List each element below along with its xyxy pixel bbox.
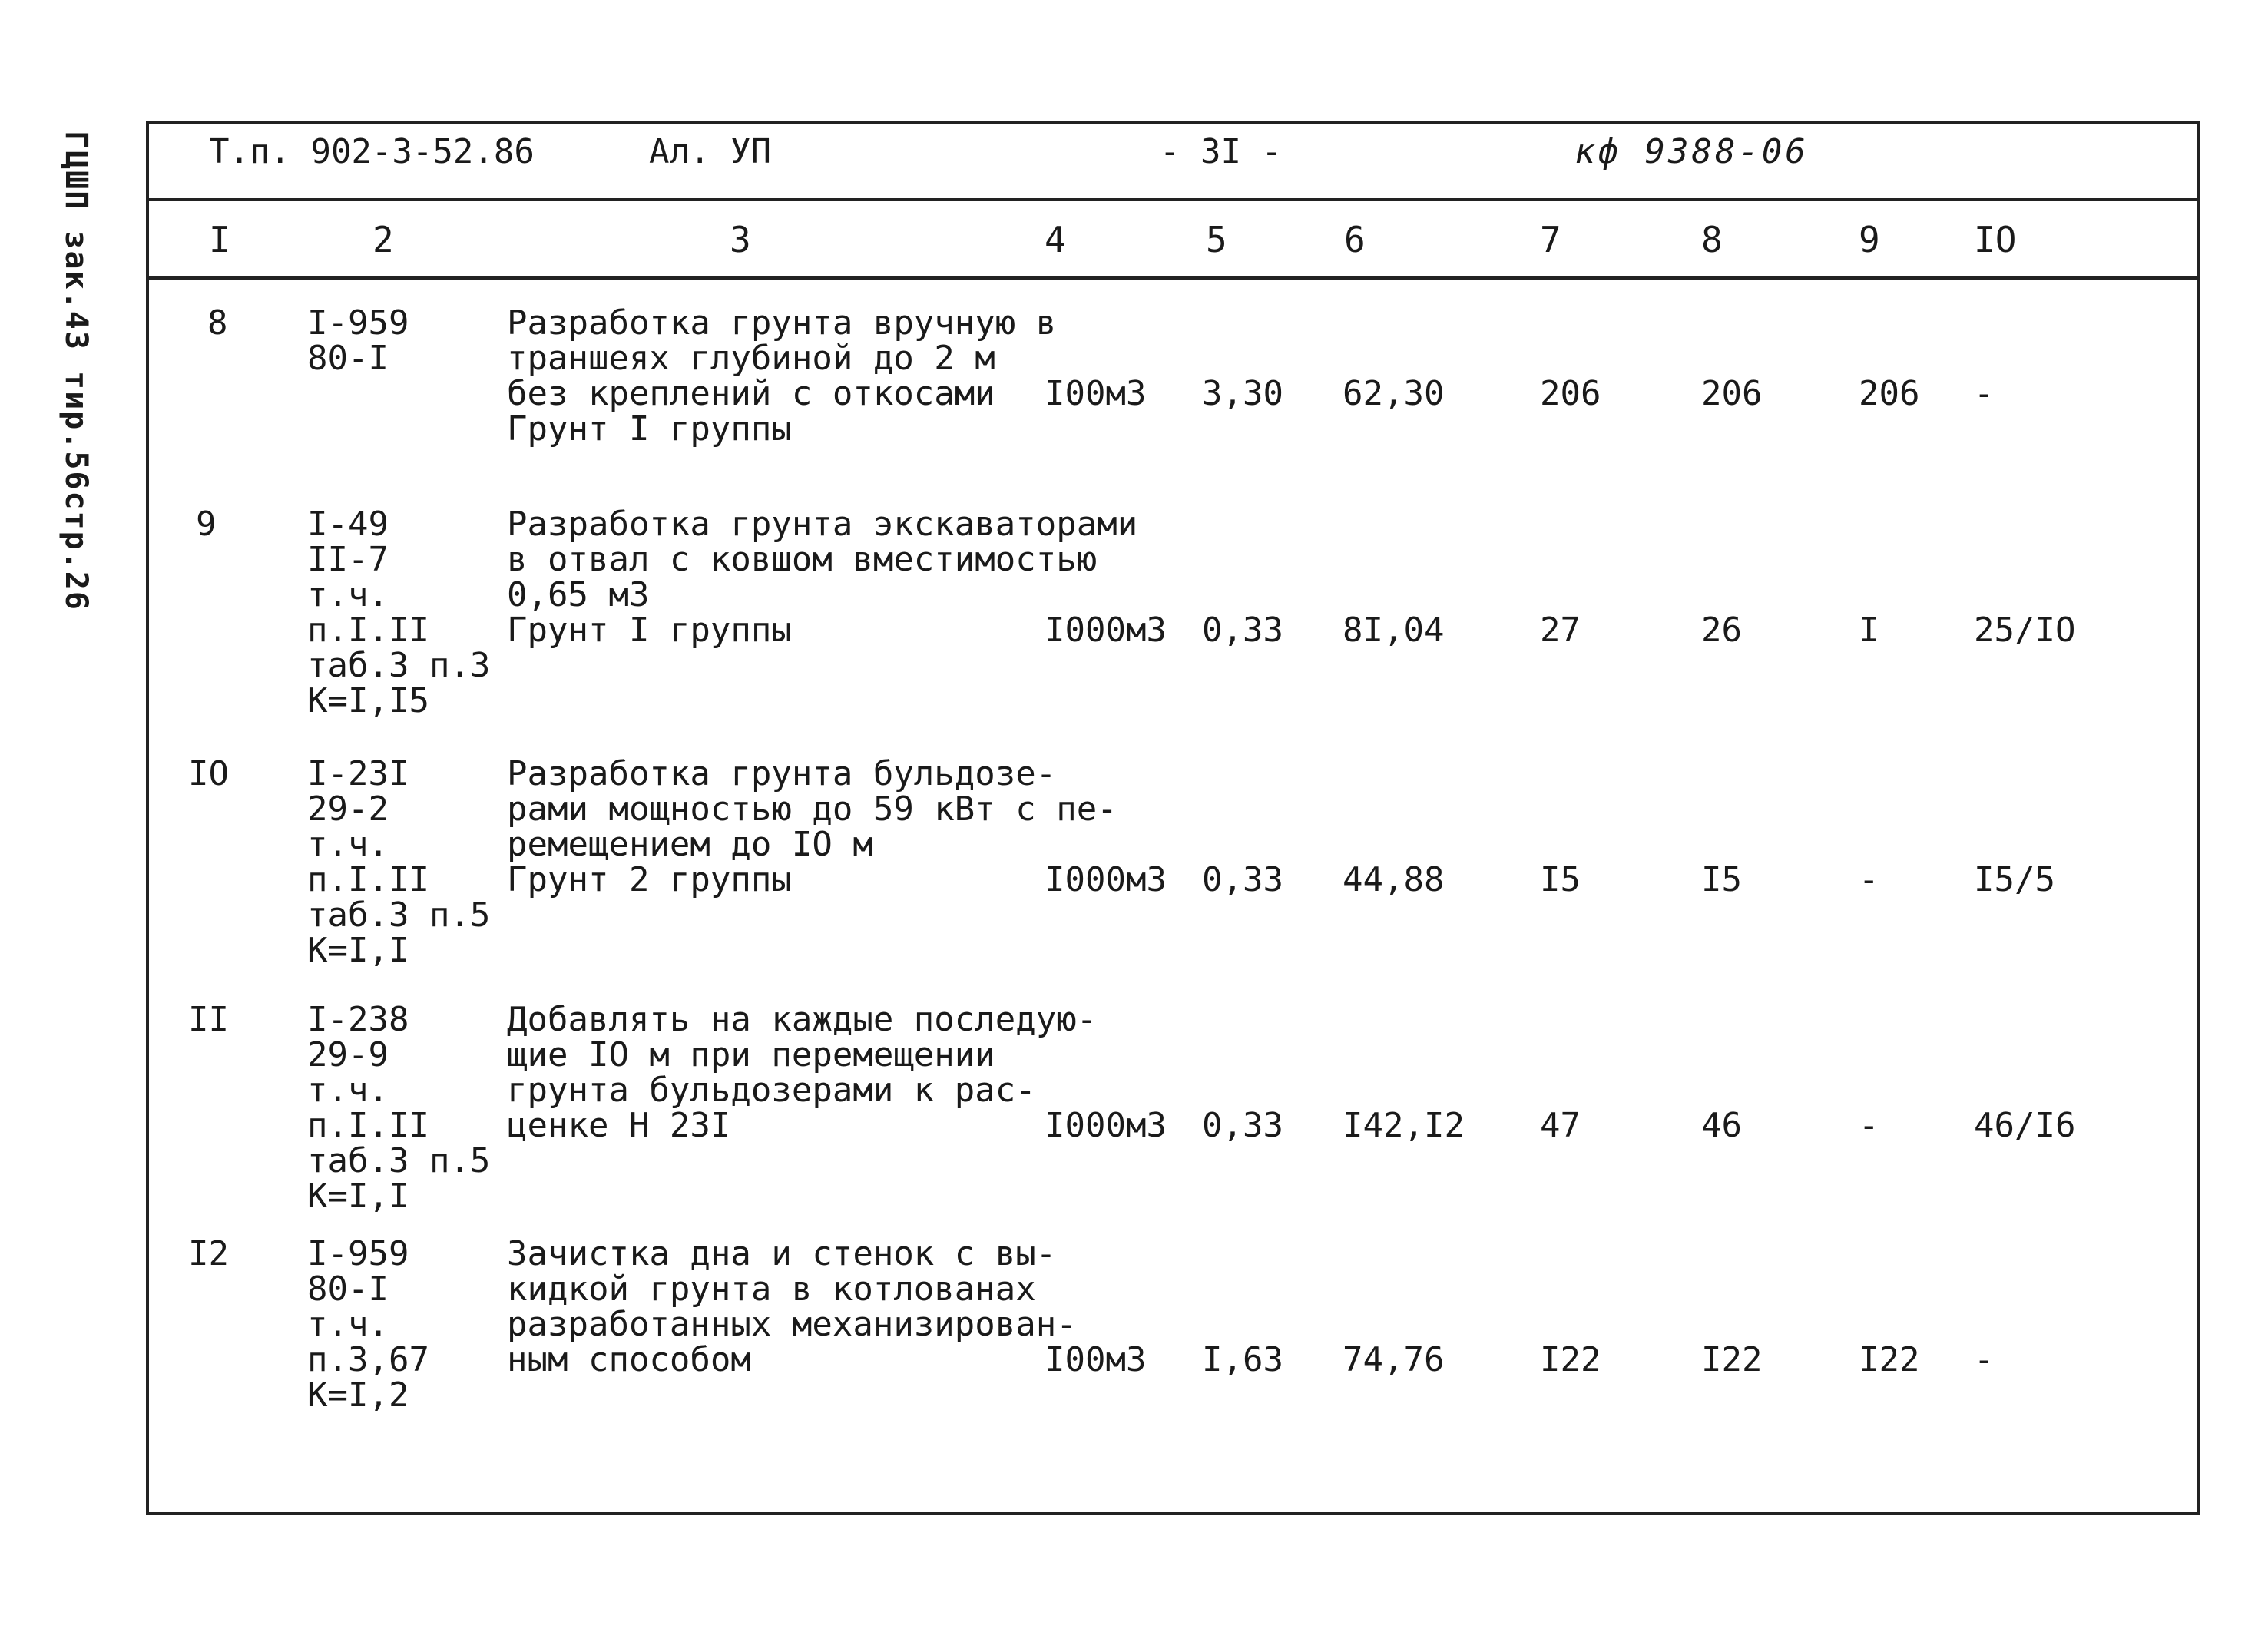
work-description-line: Грунт I группы <box>507 611 792 650</box>
work-description-line: Грунт I группы <box>507 409 792 449</box>
col-num-3: 3 <box>730 219 751 260</box>
col10-cell: 46/I6 <box>1974 1106 2076 1145</box>
project-number: Т.п. 902-3-52.86 <box>209 132 535 171</box>
work-description-line: Разработка грунта вручную в <box>507 303 1057 343</box>
col10-cell: - <box>1974 374 1995 413</box>
work-description-line: щие IO м при перемещении <box>507 1035 995 1074</box>
col-num-4: 4 <box>1045 219 1066 260</box>
norm-reference-line: К=I,I5 <box>307 681 429 720</box>
quantity-cell: 0,33 <box>1202 860 1283 899</box>
norm-reference-line: т.ч. <box>307 1305 389 1344</box>
work-description-line: разработанных механизирован- <box>507 1305 1077 1344</box>
norm-reference-line: таб.3 п.5 <box>307 1141 491 1180</box>
work-description-line: ремещением до IO м <box>507 825 873 864</box>
norm-reference-line: п.I.II <box>307 1106 429 1145</box>
norm-reference-line: т.ч. <box>307 825 389 864</box>
norm-reference-line: К=I,I <box>307 931 409 970</box>
unit-cell: I00м3 <box>1045 1340 1147 1379</box>
col9-cell: - <box>1859 1106 1879 1145</box>
header-divider <box>146 198 2200 201</box>
norm-reference-line: 29-9 <box>307 1035 389 1074</box>
col8-cell: I22 <box>1701 1340 1763 1379</box>
norm-reference-line: т.ч. <box>307 1071 389 1110</box>
col7-cell: 27 <box>1540 611 1581 650</box>
work-description-line: без креплений с откосами <box>507 374 995 413</box>
document-code: кф 9388-06 <box>1574 132 1809 171</box>
col-num-5: 5 <box>1206 219 1227 260</box>
col9-cell: I22 <box>1859 1340 1920 1379</box>
page-number: - 3I - <box>1160 132 1282 171</box>
quantity-cell: 0,33 <box>1202 611 1283 650</box>
norm-reference-line: I-238 <box>307 1000 409 1039</box>
work-description-line: 0,65 м3 <box>507 575 650 614</box>
col10-cell: - <box>1974 1340 1995 1379</box>
unit-price-cell: 74,76 <box>1343 1340 1445 1379</box>
work-description-line: Зачистка дна и стенок с вы- <box>507 1234 1057 1273</box>
norm-reference-line: т.ч. <box>307 575 389 614</box>
norm-reference-line: I-49 <box>307 505 389 544</box>
row-number: 8 <box>207 303 228 343</box>
row-number: I2 <box>188 1234 229 1273</box>
col8-cell: 206 <box>1701 374 1763 413</box>
col9-cell: 206 <box>1859 374 1920 413</box>
norm-reference-line: 80-I <box>307 339 389 378</box>
col-num-1: I <box>209 219 230 260</box>
norm-reference-line: п.3,67 <box>307 1340 429 1379</box>
work-description-line: грунта бульдозерами к рас- <box>507 1071 1036 1110</box>
unit-cell: I00м3 <box>1045 374 1147 413</box>
quantity-cell: I,63 <box>1202 1340 1283 1379</box>
norm-reference-line: п.I.II <box>307 860 429 899</box>
col-num-10: IO <box>1974 219 2017 260</box>
norm-reference-line: К=I,I <box>307 1177 409 1216</box>
work-description-line: кидкой грунта в котлованах <box>507 1270 1036 1309</box>
work-description-line: Разработка грунта бульдозе- <box>507 754 1057 793</box>
work-description-line: Разработка грунта экскаваторами <box>507 505 1138 544</box>
side-stamp-text: ГЦШП зак.43 тир.56стр.26 <box>58 131 94 611</box>
column-header-divider <box>146 276 2200 280</box>
quantity-cell: 0,33 <box>1202 1106 1283 1145</box>
side-stamp <box>40 131 147 611</box>
unit-price-cell: 8I,04 <box>1343 611 1445 650</box>
col7-cell: I22 <box>1540 1340 1601 1379</box>
norm-reference-line: п.I.II <box>307 611 429 650</box>
document-frame <box>146 121 2200 1515</box>
quantity-cell: 3,30 <box>1202 374 1283 413</box>
col7-cell: I5 <box>1540 860 1581 899</box>
work-description-line: траншеях глубиной до 2 м <box>507 339 995 378</box>
col7-cell: 206 <box>1540 374 1601 413</box>
col-num-2: 2 <box>372 219 394 260</box>
work-description-line: рами мощностью до 59 кВт с пе- <box>507 790 1117 829</box>
norm-reference-line: I-959 <box>307 303 409 343</box>
work-description-line: ценке Н 23I <box>507 1106 731 1145</box>
col10-cell: 25/IO <box>1974 611 2076 650</box>
work-description-line: ным способом <box>507 1340 751 1379</box>
work-description-line: Грунт 2 группы <box>507 860 792 899</box>
col8-cell: 26 <box>1701 611 1742 650</box>
col-num-9: 9 <box>1859 219 1880 260</box>
row-number: II <box>188 1000 229 1039</box>
unit-cell: I000м3 <box>1045 611 1167 650</box>
norm-reference-line: II-7 <box>307 540 389 579</box>
col-num-6: 6 <box>1344 219 1366 260</box>
col9-cell: I <box>1859 611 1879 650</box>
norm-reference-line: К=I,2 <box>307 1375 409 1415</box>
col8-cell: I5 <box>1701 860 1742 899</box>
col7-cell: 47 <box>1540 1106 1581 1145</box>
norm-reference-line: таб.3 п.5 <box>307 895 491 935</box>
album-label: Ал. УП <box>649 132 771 171</box>
col8-cell: 46 <box>1701 1106 1742 1145</box>
unit-cell: I000м3 <box>1045 1106 1167 1145</box>
unit-cell: I000м3 <box>1045 860 1167 899</box>
col9-cell: - <box>1859 860 1879 899</box>
norm-reference-line: 80-I <box>307 1270 389 1309</box>
row-number: IO <box>188 754 229 793</box>
norm-reference-line: I-23I <box>307 754 409 793</box>
unit-price-cell: 44,88 <box>1343 860 1445 899</box>
col-num-8: 8 <box>1701 219 1723 260</box>
col10-cell: I5/5 <box>1974 860 2055 899</box>
col-num-7: 7 <box>1540 219 1561 260</box>
norm-reference-line: I-959 <box>307 1234 409 1273</box>
row-number: 9 <box>196 505 217 544</box>
unit-price-cell: I42,I2 <box>1343 1106 1465 1145</box>
work-description-line: Добавлять на каждые последую- <box>507 1000 1098 1039</box>
norm-reference-line: таб.3 п.3 <box>307 646 491 685</box>
work-description-line: в отвал с ковшом вместимостью <box>507 540 1098 579</box>
unit-price-cell: 62,30 <box>1343 374 1445 413</box>
norm-reference-line: 29-2 <box>307 790 389 829</box>
